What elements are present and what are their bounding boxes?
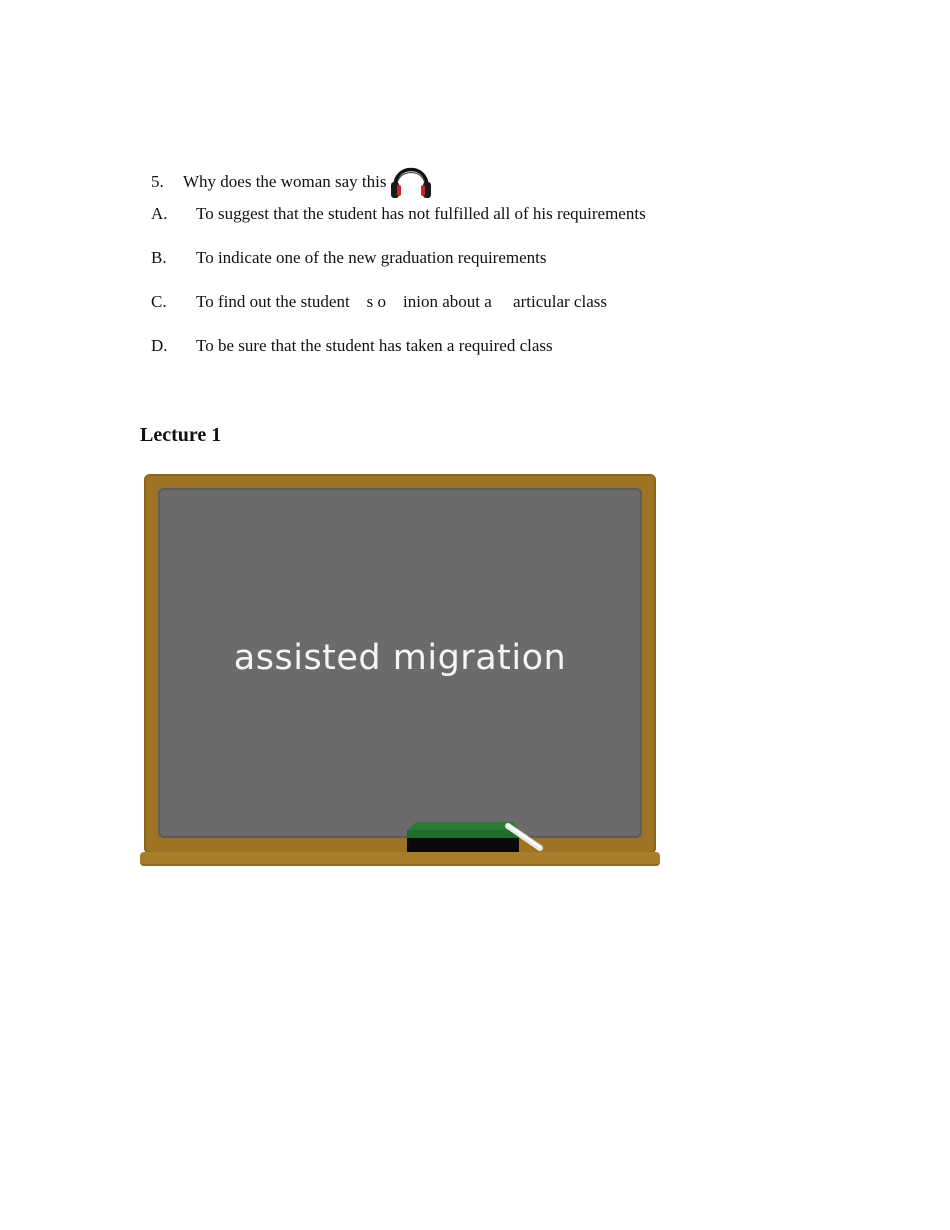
option-c[interactable] xyxy=(151,290,646,334)
chalkboard-ledge xyxy=(140,852,660,866)
chalkboard-text: assisted migration xyxy=(233,638,567,678)
option-a[interactable] xyxy=(151,202,646,246)
question-prompt xyxy=(151,162,433,202)
option-text: To indicate one of the new graduation requirements xyxy=(196,248,547,267)
answer-options xyxy=(151,202,646,378)
option-b[interactable] xyxy=(151,246,646,290)
option-d[interactable] xyxy=(151,334,646,378)
option-text: To be sure that the student has taken a required class xyxy=(196,336,553,355)
chalkboard-illustration xyxy=(140,474,660,868)
question-number: 5. xyxy=(151,172,164,191)
option-letter: D. xyxy=(151,336,168,355)
headphones-icon[interactable] xyxy=(389,156,433,202)
option-letter: C. xyxy=(151,292,167,311)
option-letter: A. xyxy=(151,204,168,223)
option-text: To suggest that the student has not fulfilled all of his requirements xyxy=(196,204,646,223)
eraser-icon xyxy=(404,820,546,854)
option-text: To find out the student s o inion about a articular class xyxy=(196,292,607,311)
question-text: Why does the woman say this xyxy=(183,172,387,191)
option-letter: B. xyxy=(151,248,167,267)
section-title: Lecture 1 xyxy=(140,424,222,446)
